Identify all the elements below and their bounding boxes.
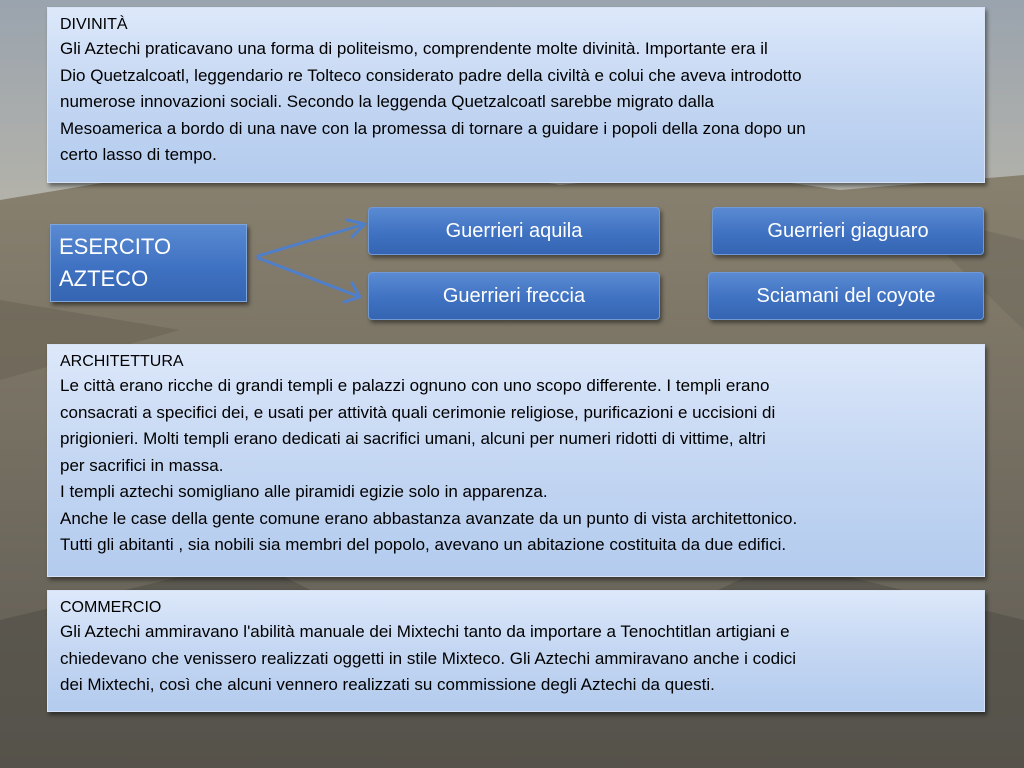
commercio-panel (47, 590, 985, 712)
architettura-line: Le città erano ricche di grandi templi e palazzi ognuno con uno scopo differente. I templi erano (60, 376, 770, 395)
commercio-line: chiedevano che venissero realizzati oggetti in stile Mixteco. Gli Aztechi ammiravano anche i codici (60, 648, 797, 668)
esercito-title-line: ESERCITO (59, 234, 172, 259)
arrow-up (258, 224, 365, 256)
architettura-line: Anche le case della gente comune erano abbastanza avanzate da un punto di vista architettonico. (60, 508, 798, 528)
architettura-panel (47, 344, 985, 577)
architettura-line: consacrati a specifici dei, e usati per attività quali cerimonie religiose, purificazioni e uccisioni di (60, 402, 776, 422)
esercito-title-line: AZTECO (59, 266, 149, 291)
divinita-panel (47, 7, 985, 183)
architettura-heading: ARCHITETTURA (60, 353, 184, 370)
divinita-line: numerose innovazioni sociali. Secondo la leggenda Quetzalcoatl sarebbe migrato dalla (60, 92, 714, 111)
divinita-line: Mesoamerica a bordo di una nave con la promessa di tornare a guidare i popoli della zona dopo un (60, 118, 806, 138)
architettura-line: per sacrifici in massa. (60, 455, 224, 475)
commercio-line: dei Mixtechi, così che alcuni vennero realizzati su commissione degli Aztechi da questi. (60, 675, 715, 694)
architettura-line: prigionieri. Molti templi erano dedicati ai sacrifici umani, alcuni per numeri ridotti di vittime, altri (60, 429, 766, 448)
esercito-azteco-box (50, 224, 247, 302)
sciamani-coyote-button[interactable]: Sciamani del coyote (708, 272, 984, 320)
divinita-line: certo lasso di tempo. (60, 145, 217, 164)
guerrieri-aquila-button[interactable]: Guerrieri aquila (368, 207, 660, 255)
architettura-line: I templi aztechi somigliano alle piramidi egizie solo in apparenza. (60, 482, 548, 501)
divinita-heading: DIVINITÀ (60, 16, 128, 33)
divinita-line: Dio Quetzalcoatl, leggendario re Tolteco considerato padre della civiltà e colui che aveva introdotto (60, 65, 802, 85)
divinita-line: Gli Aztechi praticavano una forma di politeismo, comprendente molte divinità. Importante era il (60, 39, 768, 58)
commercio-heading: COMMERCIO (60, 599, 162, 616)
guerrieri-freccia-button[interactable]: Guerrieri freccia (368, 272, 660, 320)
commercio-line: Gli Aztechi ammiravano l'abilità manuale dei Mixtechi tanto da importare a Tenochtitlan artigiani e (60, 622, 790, 641)
arrow-down (258, 258, 360, 297)
guerrieri-giaguaro-button[interactable]: Guerrieri giaguaro (712, 207, 984, 255)
architettura-line: Tutti gli abitanti , sia nobili sia membri del popolo, avevano un abitazione costituita da due edifici. (60, 535, 787, 554)
